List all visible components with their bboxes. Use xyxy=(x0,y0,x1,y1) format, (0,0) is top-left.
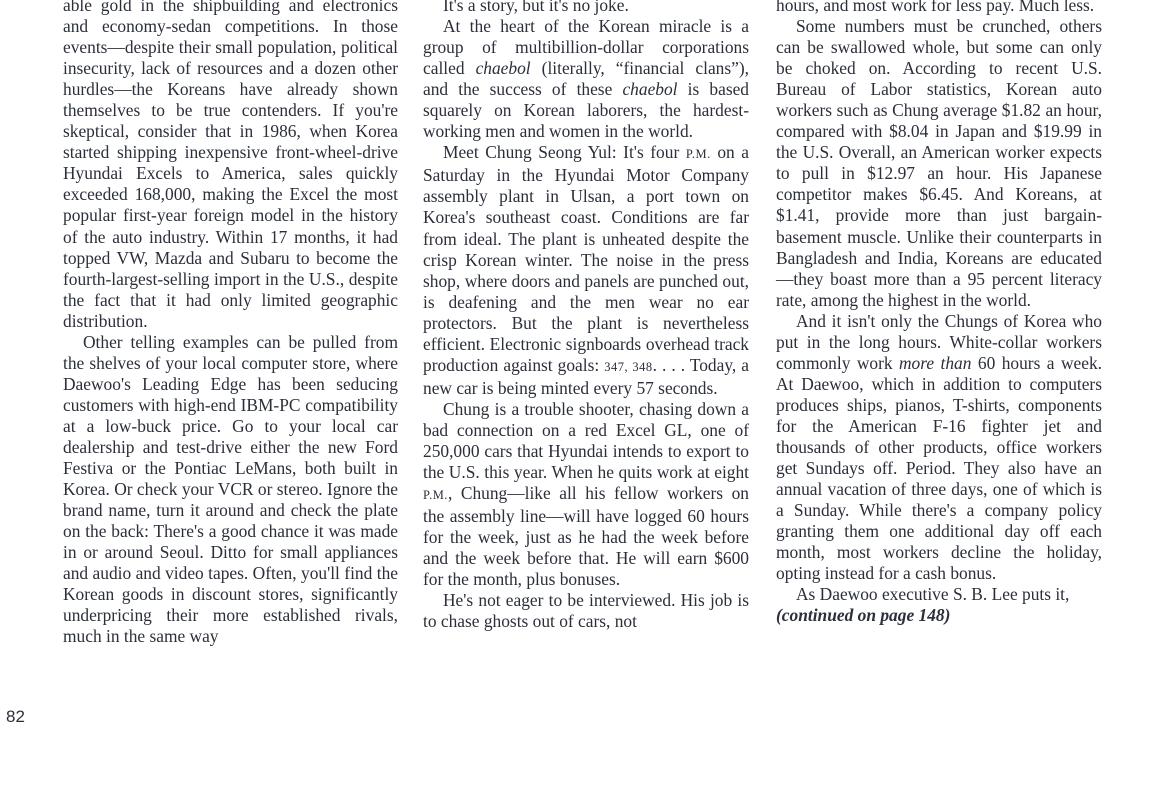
article-column-1 xyxy=(63,0,398,647)
paragraph: As Daewoo executive S. B. Lee puts it, xyxy=(796,584,1070,605)
paragraph: hours, and most work for less pay. Much less. xyxy=(776,0,1095,15)
article-column-3 xyxy=(776,0,1102,626)
article-column-2 xyxy=(423,0,749,632)
paragraph: At the heart of the Korean miracle is a group of multibillion-dollar corporations called chaebol (literally, “financial clans”), and the success of these chaebol is based squarely on Korean laborers, the hardest-working men and women in the world. xyxy=(423,16,749,142)
italic-term: chaebol xyxy=(475,58,531,79)
italic-term: chaebol xyxy=(622,79,678,100)
continuation-note: (continued on page 148) xyxy=(776,605,951,626)
paragraph: Chung is a trouble shooter, chasing down a bad connection on a red Excel GL, one of 250,000 cars that Hyundai intends to export to the U.S. this year. When he quits work at eight P.M., Chung—like all his fellow workers on the assembly line—will have logged 60 hours for the week, just as he had the week before and the week before that. He will earn $600 for the month, plus bonuses. xyxy=(423,398,749,590)
paragraph: Other telling examples can be pulled from the shelves of your local computer store, where Daewoo's Leading Edge has been seducing customers with high-end IBM-PC compatibility at a low-buck price. Go to your local car dealership and test-drive either the new Ford Festiva or the Pontiac LeMans, both built in Korea. Or check your VCR or stereo. Ignore the brand name, turn it around and check the plate on the back: There's a good chance it was made in or around Seoul. Ditto for small appliances and audio and video tapes. Often, you'll find the Korean goods in discount stores, significantly underpricing their more established rivals, much in the same way xyxy=(63,331,398,647)
time-abbrev: P.M. xyxy=(423,488,448,503)
paragraph: He's not eager to be interviewed. His job is to chase ghosts out of cars, not xyxy=(423,590,749,632)
page-number: 82 xyxy=(6,707,25,726)
paragraph: And it isn't only the Chungs of Korea who put in the long hours. White-collar workers commonly work more than 60 hours a week. At Daewoo, which in addition to computers produces ships, pianos, T-shirts, components for the American F-16 fighter jet and thousands of other products, office workers get Sundays off. Period. They also have an annual vacation of three days, one of which is a Sunday. While there's a company policy granting them one additional day off each month, most workers decline the holiday, opting instead for a cash bonus. xyxy=(776,310,1102,584)
paragraph: Some numbers must be crunched, others can be swallowed whole, but some can only be choked on. According to recent U.S. Bureau of Labor statistics, Korean auto workers such as Chung average $1.82 an hour, compared with $8.04 in Japan and $19.99 in the U.S. Overall, an American worker expects to pull in $12.97 an hour. His Japanese competitor makes $6.45. And Koreans, at $1.41, provide more than just bargain-basement muscle. Unlike their counterparts in Bangladesh and India, Koreans are educated—they boast more than a 95 percent literacy rate, among the highest in the world. xyxy=(776,16,1102,310)
time-abbrev: P.M. xyxy=(685,147,711,162)
italic-emphasis: more than xyxy=(899,352,972,373)
signboard-numbers: 347, 348 xyxy=(604,359,653,374)
paragraph: able gold in the shipbuilding and electronics and economy-sedan competitions. In those events—despite their small population, political insecurity, lack of resources and a dozen other hurdles—the Koreans have already shown themselves to be true contenders. If you're skeptical, consider that in 1986, when Korea started shipping inexpensive front-wheel-drive Hyundai Excels to America, sales quickly exceeded 168,000, making the Excel the most popular first-year foreign model in the history of the auto industry. Within 17 months, it had topped VW, Mazda and Subaru to become the fourth-largest-selling import in the U.S., despite the fact that it had only limited geographic distribution. xyxy=(63,0,398,331)
paragraph: It's a story, but it's no joke. xyxy=(443,0,629,15)
paragraph: Meet Chung Seong Yul: It's four P.M. on a Saturday in the Hyundai Motor Company assembly plant in Ulsan, a port town on Korea's southeast coast. Conditions are far from ideal. The plant is unheated despite the crisp Korean winter. The noise in the press shop, where doors and panels are punched out, is deafening and the men wear no ear protectors. But the plant is nevertheless efficient. Electronic signboards overhead track production against goals: 347, 348. . . . Today, a new car is being minted every 57 seconds. xyxy=(423,142,749,398)
